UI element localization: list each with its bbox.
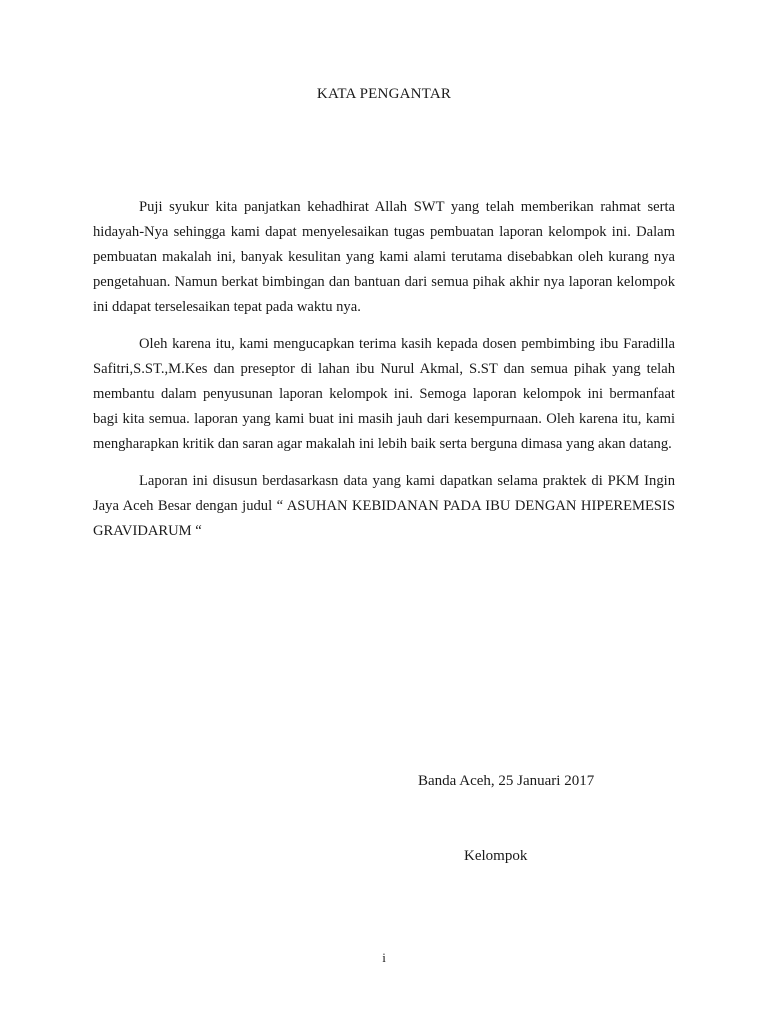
paragraph-3: Laporan ini disusun berdasarkasn data yang kami dapatkan selama praktek di PKM Ingin Jaya Aceh Besar dengan judul “ ASUHAN KEBIDANAN PADA IBU DENGAN HIPEREMESIS GRAVIDARUM “	[93, 473, 675, 539]
paragraph-2: Oleh karena itu, kami mengucapkan terima kasih kepada dosen pembimbing ibu Faradilla Safitri,S.ST.,M.Kes dan preseptor di lahan ibu Nurul Akmal, S.ST dan semua pihak yang telah membantu dalam penyusunan laporan kelompok ini. Semoga laporan kelompok ini bermanfaat bagi kita semua. laporan yang kami buat ini masih jauh dari kesempurnaan. Oleh karena itu, kami mengharapkan kritik dan saran agar makalah ini lebih baik serta berguna dimasa yang akan datang.	[93, 336, 675, 452]
signatory: Kelompok	[464, 848, 528, 864]
page-title: KATA PENGANTAR	[316, 86, 452, 102]
paragraph-1: Puji syukur kita panjatkan kehadhirat Allah SWT yang telah memberikan rahmat serta hidayah-Nya sehingga kami dapat menyelesaikan tugas pembuatan laporan kelompok ini. Dalam pembuatan makalah ini, banyak kesulitan yang kami alami terutama disebabkan oleh kurang nya pengetahuan. Namun berkat bimbingan dan bantuan dari semua pihak akhir nya laporan kelompok ini ddapat terselesaikan tepat pada waktu nya.	[93, 199, 675, 315]
body-text	[93, 195, 675, 556]
page-number: i	[382, 950, 386, 965]
place-date: Banda Aceh, 25 Januari 2017	[418, 773, 595, 789]
